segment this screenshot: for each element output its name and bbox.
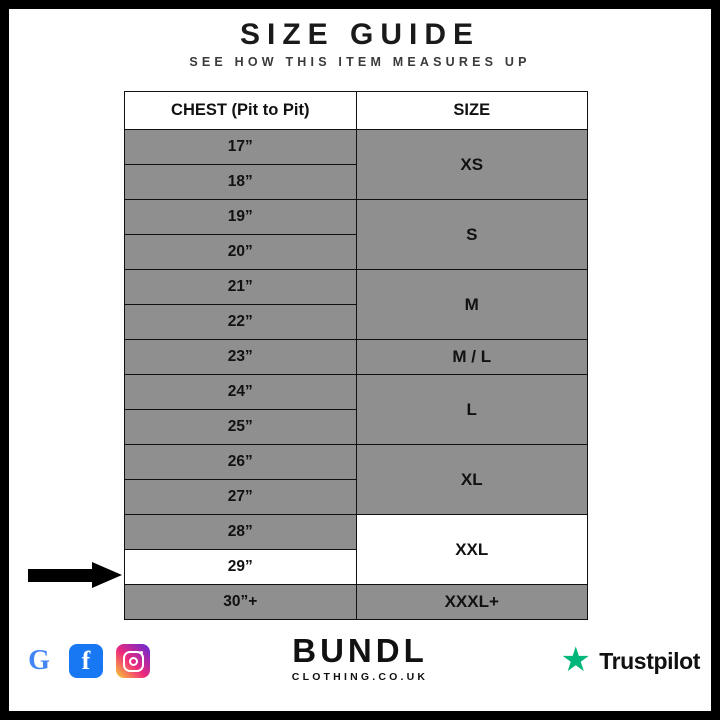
table-row — [125, 585, 588, 620]
star-icon: ★ — [560, 641, 591, 679]
arrow-icon — [28, 562, 124, 588]
size-cell-highlighted: XXL — [356, 515, 588, 585]
border-left — [0, 0, 9, 720]
chest-cell: 24” — [125, 375, 357, 410]
facebook-icon-glyph: f — [81, 646, 91, 675]
table-header-row — [125, 92, 588, 130]
trustpilot-label: Trustpilot — [599, 648, 700, 674]
table-row — [125, 515, 588, 550]
brand-domain: CLOTHING.CO.UK — [291, 670, 429, 683]
border-right — [711, 0, 720, 720]
size-cell: XS — [356, 130, 588, 200]
chest-cell: 18” — [125, 165, 357, 200]
size-cell: S — [356, 200, 588, 270]
chest-cell: 23” — [125, 340, 357, 375]
arrow-shaft — [28, 569, 96, 582]
brand-name: BUNDL — [292, 632, 428, 669]
size-cell: XXXL+ — [356, 585, 588, 620]
table-row — [125, 375, 588, 410]
chest-cell: 30”+ — [125, 585, 357, 620]
chest-cell: 27” — [125, 480, 357, 515]
size-table — [124, 91, 588, 620]
page-title: SIZE GUIDE — [239, 18, 481, 51]
chest-cell: 17” — [125, 130, 357, 165]
footer — [0, 626, 720, 711]
chest-cell: 22” — [125, 305, 357, 340]
arrow-head — [92, 562, 122, 588]
table-row — [125, 270, 588, 305]
chest-cell: 19” — [125, 200, 357, 235]
table-row — [125, 445, 588, 480]
chest-cell: 21” — [125, 270, 357, 305]
border-top — [0, 0, 720, 9]
table-row — [125, 200, 588, 235]
size-cell: L — [356, 375, 588, 445]
size-cell: M — [356, 270, 588, 340]
page-subtitle: SEE HOW THIS ITEM MEASURES UP — [189, 55, 531, 69]
chest-cell: 25” — [125, 410, 357, 445]
size-cell: XL — [356, 445, 588, 515]
trustpilot-logo[interactable] — [559, 641, 700, 679]
size-cell: M / L — [356, 340, 588, 375]
size-table-body — [125, 92, 588, 620]
google-icon-glyph: G — [28, 645, 50, 676]
chest-cell-highlighted: 29” — [125, 550, 357, 585]
column-header-chest: CHEST (Pit to Pit) — [125, 92, 357, 130]
table-row — [125, 130, 588, 165]
table-row — [125, 340, 588, 375]
chest-cell: 28” — [125, 515, 357, 550]
size-table-container — [124, 91, 588, 620]
border-bottom — [0, 711, 720, 720]
column-header-size: SIZE — [356, 92, 588, 130]
chest-cell: 26” — [125, 445, 357, 480]
chest-cell: 20” — [125, 235, 357, 270]
